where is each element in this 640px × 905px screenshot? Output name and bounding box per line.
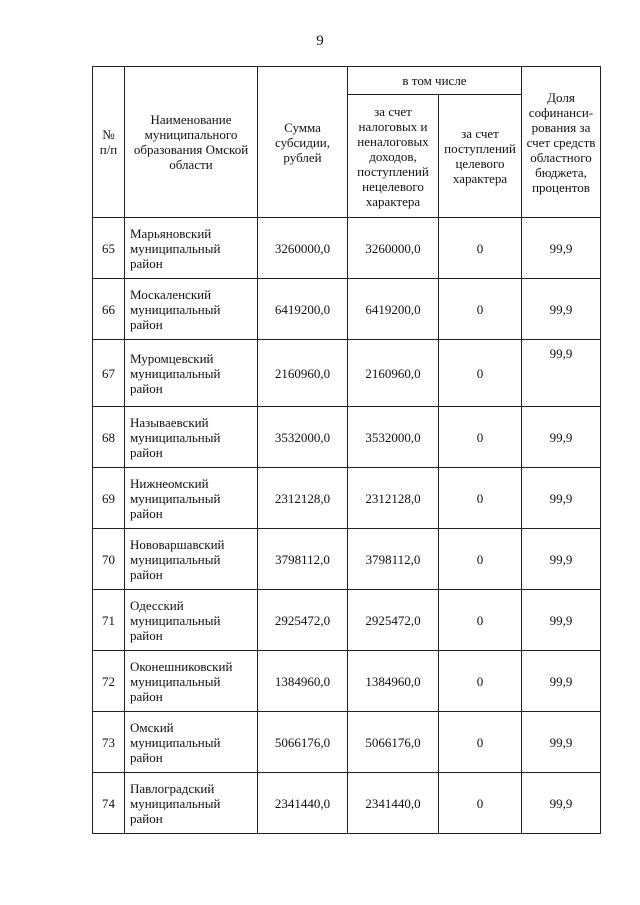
row-sum: 6419200,0: [258, 279, 348, 340]
row-municipality: [125, 590, 258, 651]
row-sum: 5066176,0: [258, 712, 348, 773]
header-tax: [348, 95, 439, 218]
row-share: 99,9: [522, 773, 601, 834]
header-sum-line: Сумма: [284, 119, 321, 135]
table-row: [93, 773, 601, 834]
row-municipality-line: муниципальный: [130, 795, 221, 811]
header-tax-line: нецелевого: [362, 178, 424, 194]
row-sum: 3798112,0: [258, 529, 348, 590]
table-row: [93, 407, 601, 468]
header-group: в том числе: [348, 67, 522, 95]
row-municipality-line: муниципальный: [130, 612, 221, 628]
row-number: 72: [93, 651, 125, 712]
row-municipality-line: район: [130, 627, 163, 643]
header-name-line: области: [169, 157, 213, 172]
row-sum: 2160960,0: [258, 340, 348, 407]
row-number: 65: [93, 218, 125, 279]
table-row: [93, 218, 601, 279]
row-municipality-line: Марьяновский: [130, 225, 212, 241]
row-municipality: [125, 712, 258, 773]
row-municipality-line: муниципальный: [130, 551, 221, 567]
row-tax: 2160960,0: [348, 340, 439, 407]
row-municipality-line: Нижнеомский: [130, 475, 209, 491]
row-target: 0: [439, 279, 522, 340]
row-municipality-line: район: [130, 255, 163, 271]
row-municipality-line: Омский: [130, 719, 174, 735]
row-number: 69: [93, 468, 125, 529]
row-municipality: [125, 340, 258, 407]
row-target: 0: [439, 590, 522, 651]
row-share: 99,9: [522, 651, 601, 712]
table-row: [93, 529, 601, 590]
row-municipality-line: район: [130, 688, 163, 704]
page-number: 9: [316, 33, 324, 49]
row-municipality: [125, 279, 258, 340]
row-target: 0: [439, 218, 522, 279]
row-tax: 3260000,0: [348, 218, 439, 279]
table-row: [93, 279, 601, 340]
row-municipality-line: Нововаршавский: [130, 536, 225, 552]
row-tax: 2341440,0: [348, 773, 439, 834]
header-share-line: счет средств: [526, 134, 596, 150]
row-sum: 3260000,0: [258, 218, 348, 279]
row-municipality-line: муниципальный: [130, 429, 221, 445]
header-target-line: целевого: [455, 156, 505, 171]
header-tax-line: доходов,: [369, 148, 417, 164]
row-number: 73: [93, 712, 125, 773]
row-municipality-line: район: [130, 444, 163, 460]
header-sum-line: рублей: [283, 149, 322, 165]
row-tax: 3532000,0: [348, 407, 439, 468]
header-share-line: рования за: [531, 119, 591, 135]
row-number: 67: [93, 340, 125, 407]
row-municipality-line: муниципальный: [130, 673, 221, 689]
row-number: 70: [93, 529, 125, 590]
header-num: [93, 67, 125, 218]
header-share-line: процентов: [532, 179, 590, 195]
row-municipality-line: муниципальный: [130, 365, 221, 381]
header-share: [522, 67, 601, 218]
row-municipality-line: Называевский: [130, 414, 209, 430]
row-municipality-line: муниципальный: [130, 301, 221, 317]
row-municipality-line: Одесский: [130, 597, 184, 613]
row-target: 0: [439, 529, 522, 590]
row-number: 71: [93, 590, 125, 651]
header-target: [439, 95, 522, 218]
row-municipality-line: район: [130, 380, 163, 396]
row-sum: 3532000,0: [258, 407, 348, 468]
row-municipality: [125, 407, 258, 468]
row-tax: 3798112,0: [348, 529, 439, 590]
row-municipality-line: муниципальный: [130, 490, 221, 506]
table-row: [93, 712, 601, 773]
header-tax-line: неналоговых: [357, 133, 429, 149]
row-municipality-line: район: [130, 505, 163, 521]
header-target-line: поступлений: [444, 141, 516, 156]
row-target: 0: [439, 773, 522, 834]
row-target: 0: [439, 468, 522, 529]
row-target: 0: [439, 340, 522, 407]
row-municipality: [125, 218, 258, 279]
row-municipality-line: муниципальный: [130, 240, 221, 256]
row-municipality-line: муниципальный: [130, 734, 221, 750]
row-share: 99,9: [522, 590, 601, 651]
row-municipality-line: район: [130, 566, 163, 582]
row-share: 99,9: [522, 279, 601, 340]
row-target: 0: [439, 407, 522, 468]
row-municipality-line: Москаленский: [130, 286, 212, 302]
subsidy-table: [92, 66, 601, 834]
table-row: [93, 340, 601, 407]
row-number: 68: [93, 407, 125, 468]
header-share-line: Доля: [547, 89, 575, 105]
row-tax: 1384960,0: [348, 651, 439, 712]
row-municipality: [125, 773, 258, 834]
table-row: [93, 651, 601, 712]
header-sum: [258, 67, 348, 218]
table-row: [93, 468, 601, 529]
row-share: 99,9: [522, 407, 601, 468]
header-target-line: характера: [452, 171, 508, 186]
header-num-line: №: [102, 127, 115, 142]
row-sum: 2925472,0: [258, 590, 348, 651]
row-number: 74: [93, 773, 125, 834]
row-municipality-line: Оконешниковский: [130, 658, 233, 674]
row-tax: 5066176,0: [348, 712, 439, 773]
row-share: 99,9: [522, 340, 601, 407]
header-name: [125, 67, 258, 218]
row-share: 99,9: [522, 529, 601, 590]
header-tax-line: поступлений: [357, 163, 429, 179]
row-municipality-line: Павлоградский: [130, 780, 215, 796]
row-municipality-line: Муромцевский: [130, 350, 214, 366]
header-name-line: образования Омской: [133, 142, 249, 157]
header-row-top: [93, 67, 601, 95]
header-share-line: бюджета,: [535, 164, 587, 180]
header-name-line: муниципального: [144, 127, 238, 142]
header-target-line: за счет: [461, 126, 499, 141]
row-share: 99,9: [522, 218, 601, 279]
header-tax-line: за счет: [374, 103, 412, 119]
row-municipality: [125, 651, 258, 712]
row-sum: 2312128,0: [258, 468, 348, 529]
row-share: 99,9: [522, 712, 601, 773]
header-share-line: софинанси-: [528, 104, 594, 120]
header-name-line: Наименование: [150, 112, 232, 127]
row-sum: 1384960,0: [258, 651, 348, 712]
row-municipality-line: район: [130, 316, 163, 332]
row-tax: 2925472,0: [348, 590, 439, 651]
row-share: 99,9: [522, 468, 601, 529]
header-num-line: п/п: [99, 142, 118, 157]
header-tax-line: налоговых и: [358, 118, 428, 134]
row-municipality-line: район: [130, 749, 163, 765]
row-municipality: [125, 468, 258, 529]
table-row: [93, 590, 601, 651]
row-municipality-line: район: [130, 810, 163, 826]
row-tax: 2312128,0: [348, 468, 439, 529]
row-target: 0: [439, 651, 522, 712]
header-sum-line: субсидии,: [274, 134, 331, 150]
header-tax-line: характера: [365, 193, 421, 209]
row-sum: 2341440,0: [258, 773, 348, 834]
row-tax: 6419200,0: [348, 279, 439, 340]
row-number: 66: [93, 279, 125, 340]
row-municipality: [125, 529, 258, 590]
header-share-line: областного: [530, 149, 592, 165]
row-target: 0: [439, 712, 522, 773]
